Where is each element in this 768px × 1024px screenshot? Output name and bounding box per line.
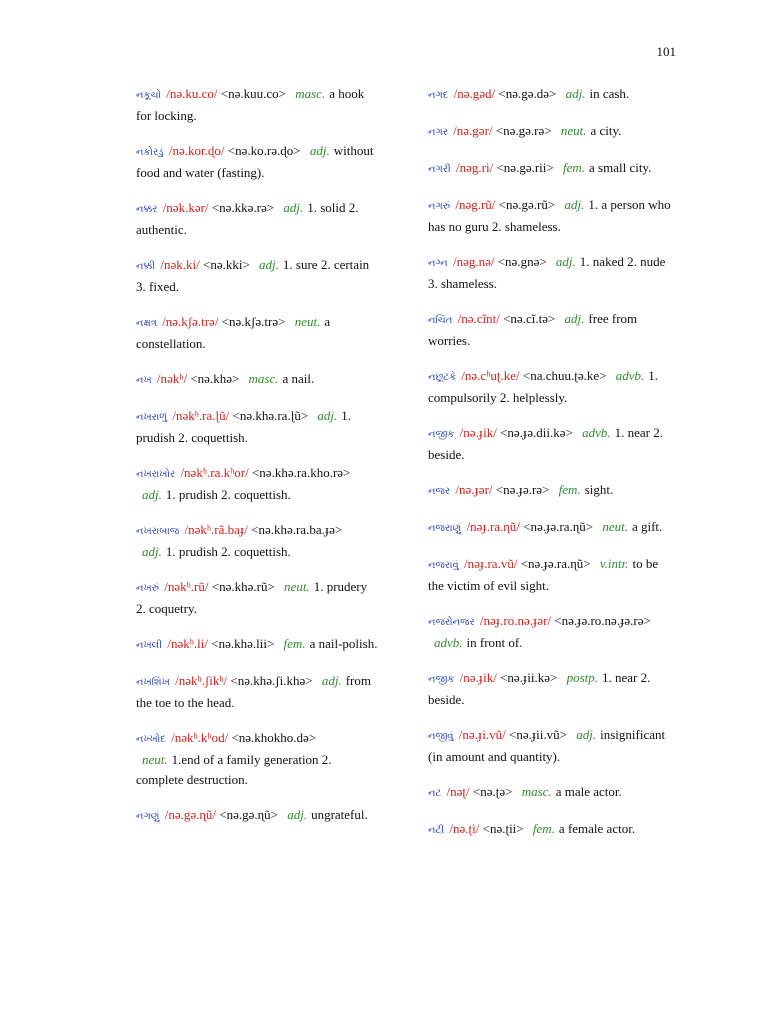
part-of-speech: v.intr. bbox=[599, 556, 629, 571]
dictionary-entry bbox=[136, 634, 380, 656]
definition: from the toe to the head. bbox=[136, 673, 371, 710]
headword: નખશિખ bbox=[136, 677, 170, 688]
headword: નક્કર bbox=[136, 204, 158, 215]
headword: નજીક bbox=[428, 674, 455, 685]
definition: 1. sure 2. certain 3. fixed. bbox=[136, 257, 370, 294]
pronunciation-phonetic: <nə.cĩ.tə> bbox=[503, 311, 556, 326]
part-of-speech: adj. bbox=[287, 807, 308, 822]
part-of-speech: adj. bbox=[565, 86, 586, 101]
definition: a small city. bbox=[589, 160, 652, 175]
pronunciation-ipa: /nəɟ.ra.ɳũ/ bbox=[466, 519, 520, 534]
part-of-speech: masc. bbox=[295, 86, 326, 101]
pronunciation-ipa: /nə.kʃə.trə/ bbox=[162, 314, 219, 329]
dictionary-entry bbox=[136, 84, 380, 126]
dictionary-entry bbox=[428, 309, 676, 351]
headword: નગ્ન bbox=[428, 258, 448, 269]
dictionary-entry bbox=[428, 121, 676, 143]
pronunciation-phonetic: <nə.gə.ɳũ> bbox=[219, 807, 278, 822]
definition: ungrateful. bbox=[311, 807, 368, 822]
pronunciation-phonetic: <nə.gə.də> bbox=[498, 86, 557, 101]
pronunciation-ipa: /nə.gər/ bbox=[453, 123, 493, 138]
pronunciation-ipa: /nə.ɟik/ bbox=[459, 425, 497, 440]
headword: નખ bbox=[136, 375, 152, 386]
definition: in front of. bbox=[466, 635, 523, 650]
pronunciation-phonetic: <nə.ɟə.ra.ɳũ> bbox=[523, 519, 594, 534]
pronunciation-phonetic: <nə.ko.rə.ɖo> bbox=[227, 143, 301, 158]
dictionary-entry bbox=[428, 84, 676, 106]
pronunciation-ipa: /nəkʰ/ bbox=[156, 371, 188, 386]
definition: 1. prudish 2. coquettish. bbox=[165, 544, 291, 559]
right-column bbox=[428, 84, 676, 856]
part-of-speech: neut. bbox=[294, 314, 321, 329]
pronunciation-phonetic: <na.chuu.ʈə.ke> bbox=[522, 368, 607, 383]
definition: a constellation. bbox=[136, 314, 331, 351]
pronunciation-ipa: /nək.kər/ bbox=[162, 200, 209, 215]
headword: નખરું bbox=[136, 583, 159, 594]
pronunciation-ipa: /nəkʰ.ʃikʰ/ bbox=[175, 673, 228, 688]
part-of-speech: adj. bbox=[555, 254, 576, 269]
pronunciation-phonetic: <nə.ɟə.dii.kə> bbox=[500, 425, 573, 440]
pronunciation-ipa: /nə.ku.co/ bbox=[166, 86, 218, 101]
pronunciation-ipa: /nə.gəd/ bbox=[453, 86, 496, 101]
pronunciation-phonetic: <nə.khə.ra.kho.rə> bbox=[251, 465, 351, 480]
part-of-speech: adj. bbox=[259, 257, 279, 272]
part-of-speech: advb. bbox=[582, 425, 611, 440]
pronunciation-ipa: /nəkʰ.li/ bbox=[167, 636, 208, 651]
dictionary-entry bbox=[136, 141, 380, 183]
part-of-speech: adj. bbox=[576, 727, 597, 742]
headword: નજીવું bbox=[428, 731, 454, 742]
definition: 1. near 2. beside. bbox=[428, 670, 651, 707]
pronunciation-ipa: /nəg.rũ/ bbox=[455, 197, 496, 212]
definition: a nail. bbox=[282, 371, 315, 386]
headword: નજીક bbox=[428, 429, 455, 440]
headword: નખરાળું bbox=[136, 412, 168, 423]
headword: નટ bbox=[428, 788, 442, 799]
dictionary-entry bbox=[136, 406, 380, 448]
pronunciation-ipa: /nəkʰ.kʰod/ bbox=[171, 730, 229, 745]
dictionary-entry bbox=[428, 252, 676, 294]
dictionary-entry bbox=[428, 611, 676, 653]
dictionary-entry bbox=[136, 577, 380, 619]
dictionary-entry bbox=[428, 423, 676, 465]
definition: 1. prudish 2. coquettish. bbox=[136, 408, 352, 445]
part-of-speech: adj. bbox=[142, 487, 162, 502]
definition: a male actor. bbox=[555, 784, 622, 799]
definition: a hook for locking. bbox=[136, 86, 365, 123]
part-of-speech: adj. bbox=[283, 200, 304, 215]
part-of-speech: advb. bbox=[615, 368, 645, 383]
pronunciation-ipa: /nək.ki/ bbox=[160, 257, 200, 272]
part-of-speech: adj. bbox=[564, 197, 585, 212]
dictionary-entry bbox=[136, 520, 380, 562]
definition: a female actor. bbox=[558, 821, 636, 836]
headword: નકોરડું bbox=[136, 147, 164, 158]
headword: નગદ bbox=[428, 90, 449, 101]
pronunciation-phonetic: <nə.kki> bbox=[202, 257, 250, 272]
pronunciation-phonetic: <nə.ɟə.ra.ɳũ> bbox=[520, 556, 591, 571]
headword: નખલી bbox=[136, 640, 163, 651]
part-of-speech: neut. bbox=[602, 519, 628, 534]
pronunciation-ipa: /nəʈ/ bbox=[446, 784, 470, 799]
pronunciation-ipa: /nəkʰ.rã.baɟ/ bbox=[184, 522, 248, 537]
definition: 1. naked 2. nude 3. shameless. bbox=[428, 254, 666, 291]
page-number: 101 bbox=[656, 44, 676, 59]
definition: to be the victim of evil sight. bbox=[428, 556, 659, 593]
pronunciation-phonetic: <nə.khə> bbox=[190, 371, 240, 386]
definition: 1.end of a family generation 2. complete destruction. bbox=[136, 752, 332, 787]
pronunciation-ipa: /nə.ɟi.vũ/ bbox=[458, 727, 506, 742]
part-of-speech: adj. bbox=[321, 673, 342, 688]
headword: નગર bbox=[428, 127, 448, 138]
dictionary-entry bbox=[428, 668, 676, 710]
dictionary-entry bbox=[428, 158, 676, 180]
headword: નજરોનજર bbox=[428, 617, 475, 628]
pronunciation-ipa: /nəɟ.ro.nə.ɟər/ bbox=[479, 613, 552, 628]
pronunciation-ipa: /nəkʰ.rũ/ bbox=[164, 579, 209, 594]
definition: sight. bbox=[584, 482, 614, 497]
pronunciation-phonetic: <nə.khə.ra.ba.ɟə> bbox=[251, 522, 343, 537]
headword: નજર bbox=[428, 486, 451, 497]
headword: નખરાબાજ bbox=[136, 526, 180, 537]
pronunciation-ipa: /nəg.nə/ bbox=[452, 254, 495, 269]
part-of-speech: fem. bbox=[283, 636, 306, 651]
headword: નજરાવું bbox=[428, 560, 459, 571]
definition: 1. near 2. beside. bbox=[428, 425, 663, 462]
pronunciation-ipa: /nəg.ri/ bbox=[456, 160, 494, 175]
pronunciation-ipa: /nə.ɟər/ bbox=[455, 482, 493, 497]
pronunciation-ipa: /nə.cʰuʈ.ke/ bbox=[461, 368, 520, 383]
pronunciation-phonetic: <nə.ɟii.kə> bbox=[500, 670, 558, 685]
pronunciation-ipa: /nəkʰ.ra.ɭũ/ bbox=[172, 408, 230, 423]
pronunciation-phonetic: <nə.gnə> bbox=[497, 254, 547, 269]
pronunciation-phonetic: <nə.kuu.co> bbox=[220, 86, 286, 101]
pronunciation-ipa: /nəkʰ.ra.kʰor/ bbox=[180, 465, 249, 480]
part-of-speech: postp. bbox=[566, 670, 598, 685]
part-of-speech: neut. bbox=[284, 579, 310, 594]
dictionary-entry bbox=[428, 517, 676, 539]
part-of-speech: fem. bbox=[558, 482, 581, 497]
pronunciation-phonetic: <nə.gə.rii> bbox=[496, 160, 554, 175]
headword: નક્કી bbox=[136, 261, 156, 272]
dictionary-entry bbox=[136, 805, 380, 827]
part-of-speech: neut. bbox=[560, 123, 587, 138]
dictionary-entry bbox=[428, 819, 676, 841]
definition: free from worries. bbox=[428, 311, 638, 348]
pronunciation-phonetic: <nə.ɟə.rə> bbox=[495, 482, 550, 497]
part-of-speech: adj. bbox=[142, 544, 162, 559]
definition: 1. prudery 2. coquetry. bbox=[136, 579, 368, 616]
pronunciation-phonetic: <nə.ɟii.vũ> bbox=[508, 727, 567, 742]
dictionary-entry bbox=[428, 554, 676, 596]
headword: નટી bbox=[428, 825, 445, 836]
pronunciation-ipa: /nə.kor.ɖo/ bbox=[168, 143, 225, 158]
pronunciation-ipa: /nə.gə.ɳũ/ bbox=[164, 807, 216, 822]
definition: 1. prudish 2. coquettish. bbox=[165, 487, 291, 502]
dictionary-entry bbox=[428, 366, 676, 408]
headword: નક્ષત્ર bbox=[136, 318, 157, 329]
headword: નકૂચો bbox=[136, 90, 162, 101]
headword: નચિંત bbox=[428, 315, 453, 326]
headword: નછૂટકે bbox=[428, 372, 457, 383]
pronunciation-phonetic: <nə.gə.rũ> bbox=[498, 197, 556, 212]
dictionary-entry bbox=[136, 198, 380, 240]
headword: નખરાખોર bbox=[136, 469, 176, 480]
dictionary-entry bbox=[136, 671, 380, 713]
part-of-speech: masc. bbox=[521, 784, 552, 799]
pronunciation-phonetic: <nə.khə.lii> bbox=[211, 636, 275, 651]
pronunciation-ipa: /nə.ʈi/ bbox=[449, 821, 480, 836]
pronunciation-phonetic: <nə.khokho.də> bbox=[231, 730, 317, 745]
pronunciation-ipa: /nəɟ.ra.vũ/ bbox=[464, 556, 518, 571]
left-column bbox=[136, 84, 380, 842]
headword: નગરું bbox=[428, 201, 451, 212]
pronunciation-phonetic: <nə.khə.ra.ɭũ> bbox=[232, 408, 309, 423]
pronunciation-ipa: /nə.ɟik/ bbox=[459, 670, 497, 685]
pronunciation-phonetic: <nə.kkə.rə> bbox=[211, 200, 275, 215]
pronunciation-phonetic: <nə.ʈə> bbox=[472, 784, 513, 799]
definition: a city. bbox=[590, 123, 622, 138]
part-of-speech: neut. bbox=[142, 752, 168, 767]
dictionary-entry bbox=[428, 782, 676, 804]
dictionary-entry bbox=[428, 195, 676, 237]
dictionary-entry bbox=[428, 480, 676, 502]
definition: in cash. bbox=[589, 86, 630, 101]
definition: a nail-polish. bbox=[309, 636, 378, 651]
pronunciation-phonetic: <nə.kʃə.trə> bbox=[221, 314, 286, 329]
definition: 1. solid 2. authentic. bbox=[136, 200, 359, 237]
dictionary-entry bbox=[428, 725, 676, 767]
headword: નખ્ખોદ bbox=[136, 734, 166, 745]
pronunciation-phonetic: <nə.ɟə.ro.nə.ɟə.rə> bbox=[554, 613, 651, 628]
definition: 1. a person who has no guru 2. shameless. bbox=[428, 197, 671, 234]
definition: 1. compulsorily 2. helplessly. bbox=[428, 368, 659, 405]
pronunciation-phonetic: <nə.khə.rũ> bbox=[211, 579, 275, 594]
part-of-speech: adj. bbox=[317, 408, 338, 423]
headword: નજરાણું bbox=[428, 523, 462, 534]
definition: a gift. bbox=[631, 519, 663, 534]
pronunciation-phonetic: <nə.gə.rə> bbox=[495, 123, 552, 138]
pronunciation-ipa: /nə.cĩnt/ bbox=[457, 311, 500, 326]
dictionary-entry bbox=[136, 463, 380, 505]
definition: without food and water (fasting). bbox=[136, 143, 374, 180]
dictionary-entry bbox=[136, 312, 380, 354]
dictionary-entry bbox=[136, 728, 380, 790]
pronunciation-phonetic: <nə.khə.ʃi.khə> bbox=[230, 673, 313, 688]
dictionary-entry bbox=[136, 369, 380, 391]
headword: નગણું bbox=[136, 811, 160, 822]
part-of-speech: advb. bbox=[434, 635, 463, 650]
part-of-speech: masc. bbox=[248, 371, 279, 386]
headword: નગરી bbox=[428, 164, 451, 175]
part-of-speech: fem. bbox=[532, 821, 555, 836]
pronunciation-phonetic: <nə.ʈii> bbox=[482, 821, 524, 836]
part-of-speech: adj. bbox=[564, 311, 585, 326]
definition: insignificant (in amount and quantity). bbox=[428, 727, 666, 764]
part-of-speech: fem. bbox=[562, 160, 586, 175]
part-of-speech: adj. bbox=[309, 143, 330, 158]
dictionary-entry bbox=[136, 255, 380, 297]
